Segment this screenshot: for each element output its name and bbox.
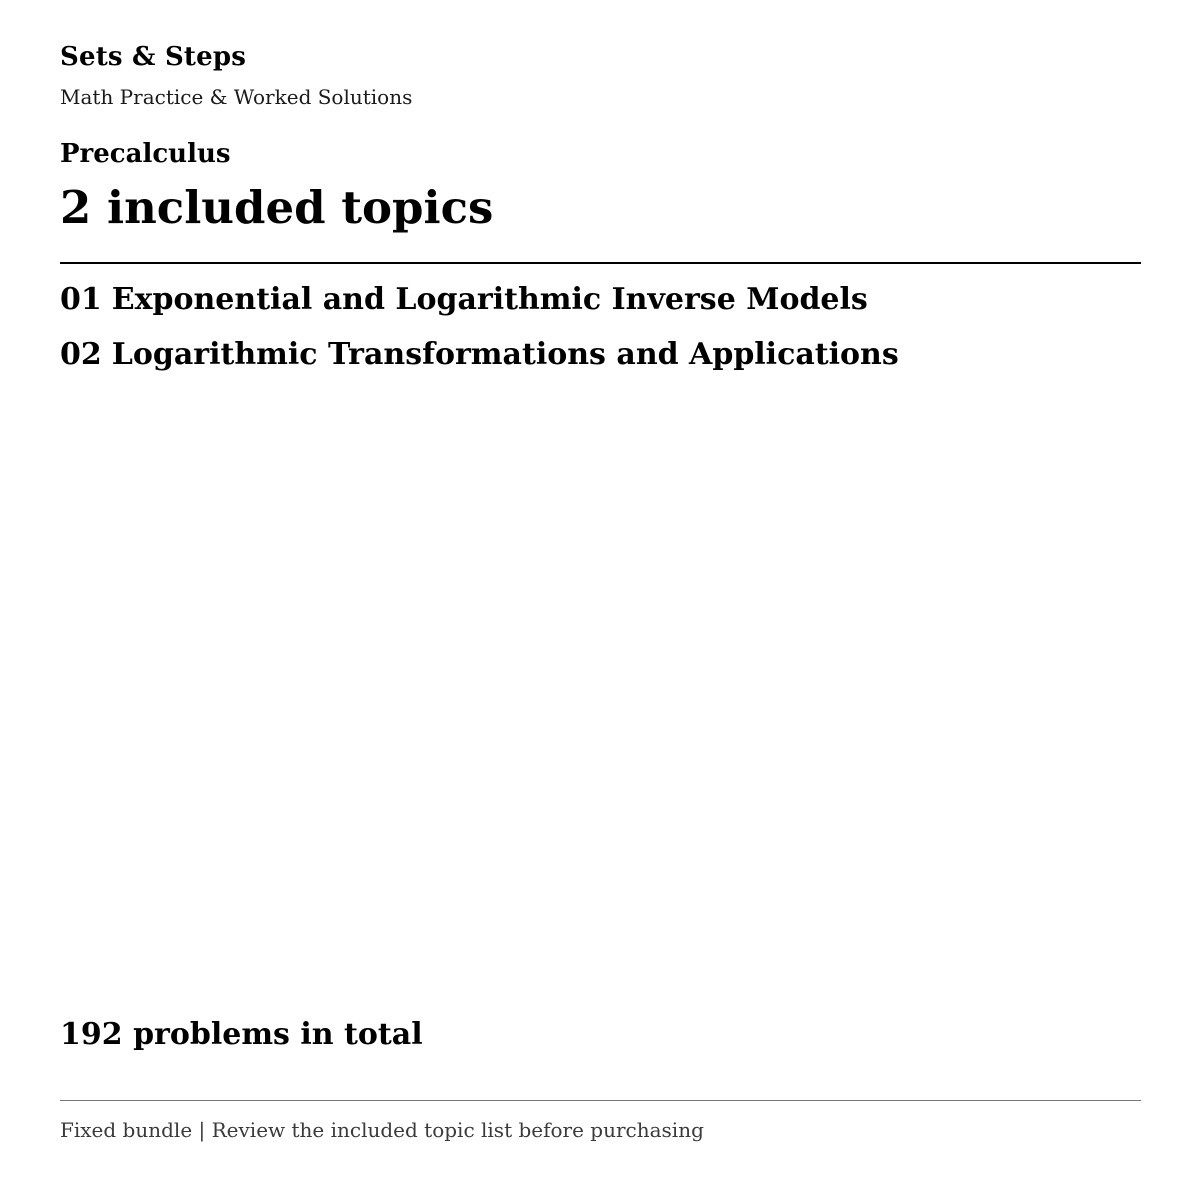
topic-number: 01: [60, 282, 102, 317]
header-divider: [60, 262, 1141, 264]
footer-divider: [60, 1100, 1141, 1101]
course-title: Precalculus: [60, 139, 231, 169]
topic-item: [60, 280, 899, 335]
bundle-page: [60, 0, 1141, 1200]
topic-number: 02: [60, 337, 102, 372]
topic-list: [60, 280, 899, 390]
topic-title: Logarithmic Transformations and Applications: [111, 337, 899, 372]
brand-tagline: Math Practice & Worked Solutions: [60, 85, 413, 109]
problem-total: 192 problems in total: [60, 1017, 423, 1052]
brand-name: Sets & Steps: [60, 42, 247, 72]
topic-count-heading: 2 included topics: [60, 181, 494, 234]
footer-note: Fixed bundle | Review the included topic list before purchasing: [60, 1118, 704, 1142]
topic-item: [60, 335, 899, 390]
topic-title: Exponential and Logarithmic Inverse Models: [111, 282, 868, 317]
